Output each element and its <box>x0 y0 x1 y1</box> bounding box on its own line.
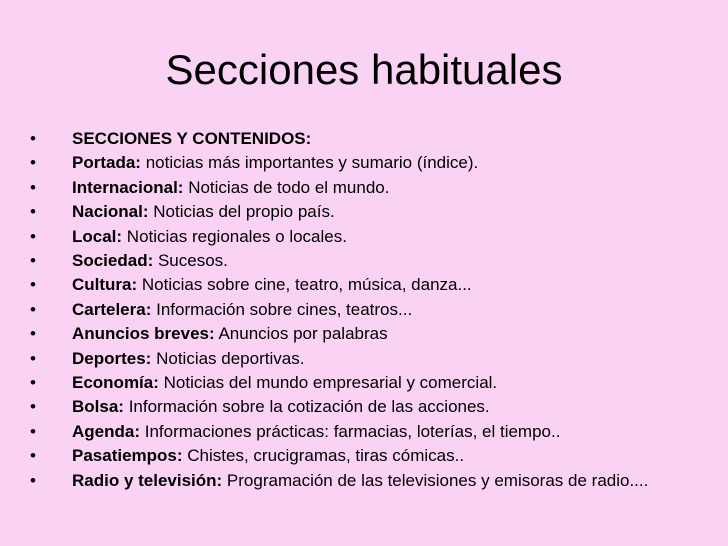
bullet-icon: • <box>30 202 36 222</box>
item-text: Chistes, crucigramas, tiras cómicas.. <box>182 446 465 466</box>
list-item-internacional <box>30 176 670 200</box>
list-item-sociedad <box>30 249 670 273</box>
bullet-icon: • <box>30 251 36 271</box>
bullet-icon: • <box>30 348 36 368</box>
item-text: Información sobre cines, teatros... <box>151 299 413 319</box>
item-label: Economía: <box>72 373 159 393</box>
item-text: Noticias deportivas. <box>151 348 305 368</box>
item-label: Pasatiempos: <box>72 446 183 466</box>
item-text: Noticias del mundo empresarial y comercial. <box>158 373 498 393</box>
list-item-radio-y-television <box>30 469 670 491</box>
item-label: Sociedad: <box>72 251 154 271</box>
bullet-icon: • <box>30 129 36 148</box>
bullet-icon: • <box>30 421 36 441</box>
item-text: Sucesos. <box>153 251 228 271</box>
list-item-secciones-y-contenidos <box>30 127 670 151</box>
bullet-icon: • <box>30 177 36 197</box>
bullet-icon: • <box>30 373 36 393</box>
list-item-anuncios-breves <box>30 322 670 346</box>
item-label: Bolsa: <box>72 397 124 417</box>
item-label: SECCIONES Y CONTENIDOS: <box>72 129 312 148</box>
item-label: Local: <box>72 226 123 246</box>
bullet-icon: • <box>30 275 36 295</box>
item-label: Radio y televisión: <box>72 470 223 490</box>
sections-list <box>30 127 670 491</box>
bullet-icon: • <box>30 470 36 490</box>
list-item-cartelera <box>30 298 670 322</box>
bullet-icon: • <box>30 446 36 466</box>
bullet-icon: • <box>30 299 36 319</box>
item-text: noticias más importantes y sumario (índice). <box>140 153 479 173</box>
list-item-nacional <box>30 200 670 224</box>
list-item-agenda <box>30 420 670 444</box>
item-label: Agenda: <box>72 421 140 441</box>
item-text: Información sobre la cotización de las acciones. <box>123 397 490 417</box>
bullet-icon: • <box>30 153 36 173</box>
item-text: Noticias regionales o locales. <box>122 226 347 246</box>
item-label: Deportes: <box>72 348 152 368</box>
item-text: Noticias sobre cine, teatro, música, danza... <box>137 275 472 295</box>
item-label: Anuncios breves: <box>72 324 215 344</box>
list-item-pasatiempos <box>30 444 670 468</box>
item-label: Cultura: <box>72 275 138 295</box>
item-text: Informaciones prácticas: farmacias, loterías, el tiempo.. <box>140 421 561 441</box>
item-label: Nacional: <box>72 202 149 222</box>
item-text: Anuncios por palabras <box>214 324 388 344</box>
list-item-bolsa <box>30 395 670 419</box>
item-label: Internacional: <box>72 177 184 197</box>
list-item-local <box>30 225 670 249</box>
item-text: Noticias del propio país. <box>148 202 335 222</box>
item-label: Portada: <box>72 153 141 173</box>
item-label: Cartelera: <box>72 299 152 319</box>
list-item-economia <box>30 371 670 395</box>
bullet-icon: • <box>30 324 36 344</box>
slide-title: Secciones habituales <box>165 46 563 93</box>
bullet-icon: • <box>30 226 36 246</box>
bullet-icon: • <box>30 397 36 417</box>
list-item-portada <box>30 151 670 175</box>
item-text: Noticias de todo el mundo. <box>183 177 390 197</box>
item-text: Programación de las televisiones y emisoras de radio.... <box>222 470 649 490</box>
list-item-deportes <box>30 347 670 371</box>
list-item-cultura <box>30 273 670 297</box>
